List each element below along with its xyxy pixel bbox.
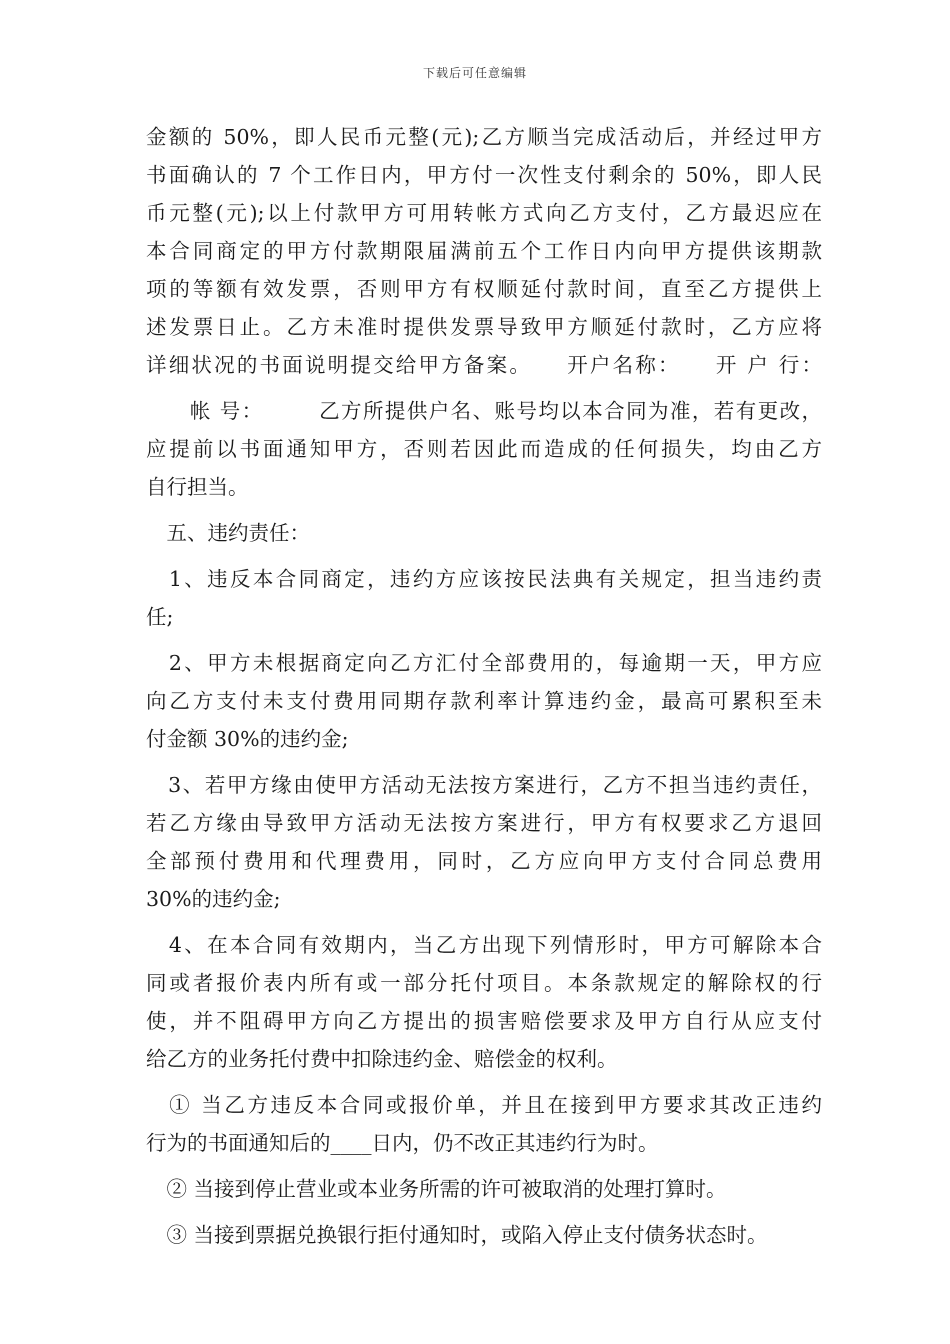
- text-line: 给乙方的业务托付费中扣除违约金、赔偿金的权利。: [146, 1047, 618, 1071]
- document-body: [146, 118, 822, 1254]
- section-heading: 五、违约责任：: [146, 521, 310, 545]
- text-line: 帐 号： 乙方所提供户名、账号均以本合同为准，若有更改，: [146, 399, 822, 423]
- text-line: 本合同商定的甲方付款期限届满前五个工作日内向甲方提供该期款: [146, 239, 822, 263]
- text-line: 付金额 30%的违约金;: [146, 727, 349, 751]
- clause-1: [146, 560, 822, 636]
- text-line: 1、违反本合同商定，违约方应该按民法典有关规定，担当违约责: [146, 567, 822, 591]
- clause-4: [146, 926, 822, 1078]
- text-line: 行为的书面通知后的____日内，仍不改正其违约行为时。: [146, 1131, 659, 1155]
- text-line: 币元整(元);以上付款甲方可用转帐方式向乙方支付，乙方最迟应在: [146, 201, 822, 225]
- text-line: 全部预付费用和代理费用，同时，乙方应向甲方支付合同总费用: [146, 849, 822, 873]
- text-line: 金额的 50%，即人民币元整(元);乙方顺当完成活动后，并经过甲方: [146, 125, 822, 149]
- clause-2: [146, 644, 822, 758]
- text-line: 若乙方缘由导致甲方活动无法按方案进行，甲方有权要求乙方退回: [146, 811, 822, 835]
- text-line: 使，并不阻碍甲方向乙方提出的损害赔偿要求及甲方自行从应支付: [146, 1009, 822, 1033]
- text-line: 项的等额有效发票，否则甲方有权顺延付款时间，直至乙方提供上: [146, 277, 822, 301]
- text-line: 书面确认的 7 个工作日内，甲方付一次性支付剩余的 50%，即人民: [146, 163, 822, 187]
- paragraph-payment-terms: [146, 118, 822, 384]
- page-header: 下载后可任意编辑: [422, 66, 527, 80]
- text-line: 述发票日止。乙方未准时提供发票导致甲方顺延付款时，乙方应将: [146, 315, 822, 339]
- sub-clause-1: [146, 1086, 822, 1162]
- text-line: ① 当乙方违反本合同或报价单，并且在接到甲方要求其改正违约: [146, 1093, 822, 1117]
- paragraph-account-info: [146, 392, 822, 506]
- text-line: ③ 当接到票据兑换银行拒付通知时，或陷入停止支付债务状态时。: [146, 1223, 768, 1247]
- text-line: 向乙方支付未支付费用同期存款利率计算违约金，最高可累积至未: [146, 689, 822, 713]
- text-line: 任;: [146, 605, 174, 629]
- text-line: ② 当接到停止营业或本业务所需的许可被取消的处理打算时。: [146, 1177, 727, 1201]
- text-line: 30%的违约金;: [146, 887, 281, 911]
- text-line: 应提前以书面通知甲方，否则若因此而造成的任何损失，均由乙方: [146, 437, 822, 461]
- text-line: 自行担当。: [146, 475, 249, 499]
- text-line: 4、在本合同有效期内，当乙方出现下列情形时，甲方可解除本合: [146, 933, 822, 957]
- text-line: 3、若甲方缘由使甲方活动无法按方案进行，乙方不担当违约责任，: [146, 773, 822, 797]
- text-line: 详细状况的书面说明提交给甲方备案。 开户名称： 开 户 行：: [146, 353, 822, 377]
- sub-clause-2: [146, 1170, 822, 1208]
- text-line: 2、甲方未根据商定向乙方汇付全部费用的，每逾期一天，甲方应: [146, 651, 822, 675]
- text-line: 同或者报价表内所有或一部分托付项目。本条款规定的解除权的行: [146, 971, 822, 995]
- section-heading-breach-liability: [146, 514, 822, 552]
- sub-clause-3: [146, 1216, 822, 1254]
- clause-3: [146, 766, 822, 918]
